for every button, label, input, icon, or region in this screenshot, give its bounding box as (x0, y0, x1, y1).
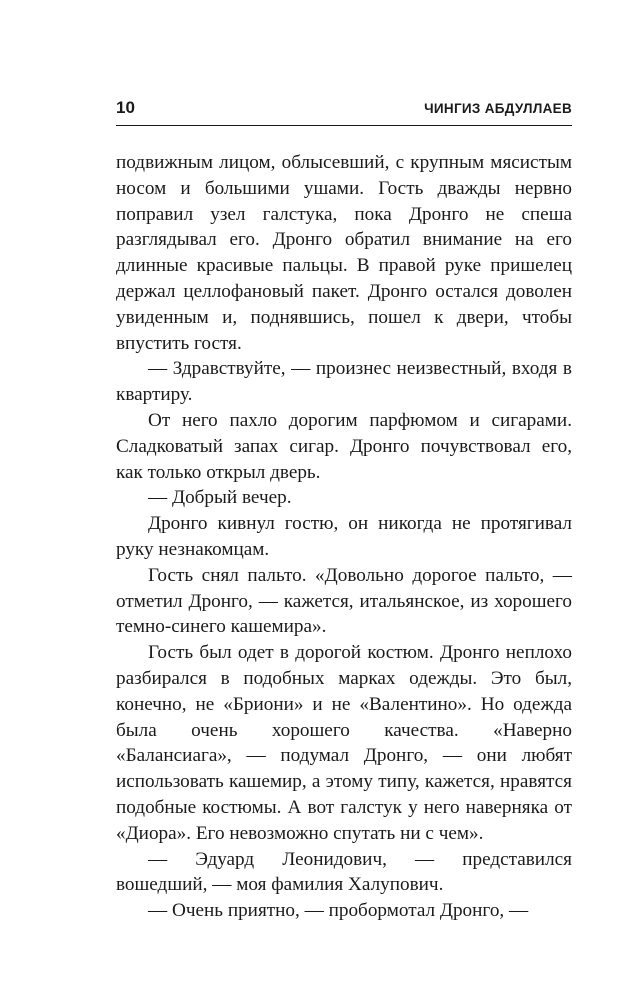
paragraph: От него пахло дорогим парфюмом и сигарами. Сладковатый запах сигар. Дронго почувствовал его, как только открыл дверь. (116, 409, 572, 483)
paragraph: Гость был одет в дорогой костюм. Дронго неплохо разбирался в подобных марках одежды. Это был, конечно, не «Бриони» и не «Валентино». Но одежда была очень хорошего качества. «Наверно «Балансиага», — подумал Дронго, — они любят использовать кашемир, а этому типу, кажется, нравятся подобные костюмы. А вот галстук у него наверняка от «Диора». Его невозможно спутать ни с чем». (116, 642, 572, 844)
paragraph: подвижным лицом, облысевший, с крупным мясистым носом и большими ушами. Гость дважды нервно поправил узел галстука, пока Дронго не спеша разглядывал его. Дронго обратил внимание на его длинные красивые пальцы. В правой руке пришелец держал целлофановый пакет. Дронго остался доволен увиденным и, поднявшись, пошел к двери, чтобы впустить гостя. (116, 152, 572, 354)
paragraph: — Эдуард Леонидович, — представился вошедший, — моя фамилия Халупович. (116, 848, 572, 896)
paragraph: — Очень приятно, — пробормотал Дронго, — (148, 900, 529, 922)
paragraph: — Здравствуйте, — произнес неизвестный, входя в квартиру. (116, 358, 572, 406)
paragraph: Дронго кивнул гостю, он никогда не протягивал руку незнакомцам. (116, 513, 572, 560)
paragraph: — Добрый вечер. (148, 487, 292, 509)
text-body (116, 150, 572, 924)
paragraph: Гость снял пальто. «Довольно дорогое пальто, — отметил Дронго, — кажется, итальянское, из хорошего темно-синего кашемира». (116, 564, 572, 638)
page-number: 10 (116, 98, 135, 117)
running-title: ЧИНГИЗ АБДУЛЛАЕВ (424, 101, 572, 116)
page-header (116, 97, 572, 126)
